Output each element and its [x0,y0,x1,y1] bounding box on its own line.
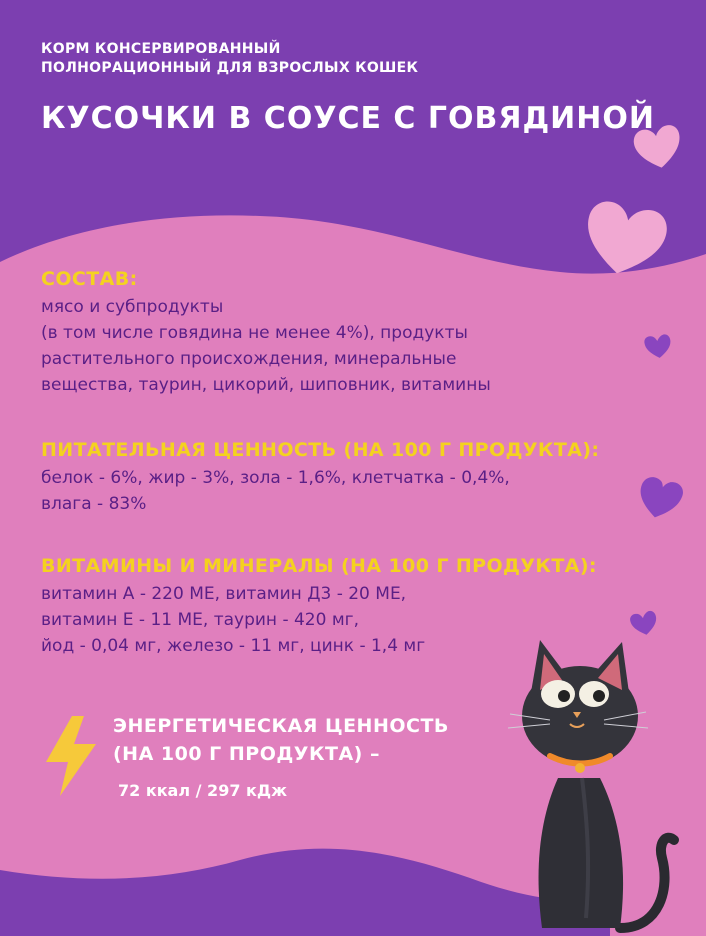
vitamins-heading: ВИТАМИНЫ И МИНЕРАЛЫ (НА 100 Г ПРОДУКТА): [41,555,597,577]
heart-icon [643,333,673,360]
vitamins-line: витамин А - 220 МЕ, витамин Д3 - 20 МЕ, [41,584,407,604]
vitamins-line: витамин Е - 11 МЕ, таурин - 420 мг, [41,610,360,630]
subtitle-line-1: КОРМ КОНСЕРВИРОВАННЫЙ [41,41,281,57]
lightning-icon [42,714,100,798]
black-cat-illustration [470,628,706,936]
subtitle-line-2: ПОЛНОРАЦИОННЫЙ ДЛЯ ВЗРОСЛЫХ КОШЕК [41,60,419,76]
energy-heading [113,712,449,768]
nutrition-heading: ПИТАТЕЛЬНАЯ ЦЕННОСТЬ (НА 100 Г ПРОДУКТА): [41,439,600,461]
composition-line: растительного происхождения, минеральные [41,349,457,369]
product-subtitle [41,40,418,78]
product-title: КУСОЧКИ В СОУСЕ С ГОВЯДИНОЙ [41,101,655,136]
vitamins-line: йод - 0,04 мг, железо - 11 мг, цинк - 1,4 мг [41,636,426,656]
energy-value: 72 ккал / 297 кДж [118,781,288,800]
energy-heading-line-2: (НА 100 Г ПРОДУКТА) – [113,743,380,765]
nutrition-line: белок - 6%, жир - 3%, зола - 1,6%, клетчатка - 0,4%, [41,468,510,488]
heart-icon [636,476,684,520]
heart-icon [580,200,668,278]
composition-line: мясо и субпродукты [41,297,224,317]
composition-text [41,294,491,398]
composition-heading: СОСТАВ: [41,268,138,290]
nutrition-line: влага - 83% [41,494,147,514]
vitamins-text [41,581,425,659]
composition-line: вещества, таурин, цикорий, шиповник, витамины [41,375,491,395]
energy-heading-line-1: ЭНЕРГЕТИЧЕСКАЯ ЦЕННОСТЬ [113,715,449,737]
nutrition-text [41,465,510,517]
composition-line: (в том числе говядина не менее 4%), продукты [41,323,468,343]
